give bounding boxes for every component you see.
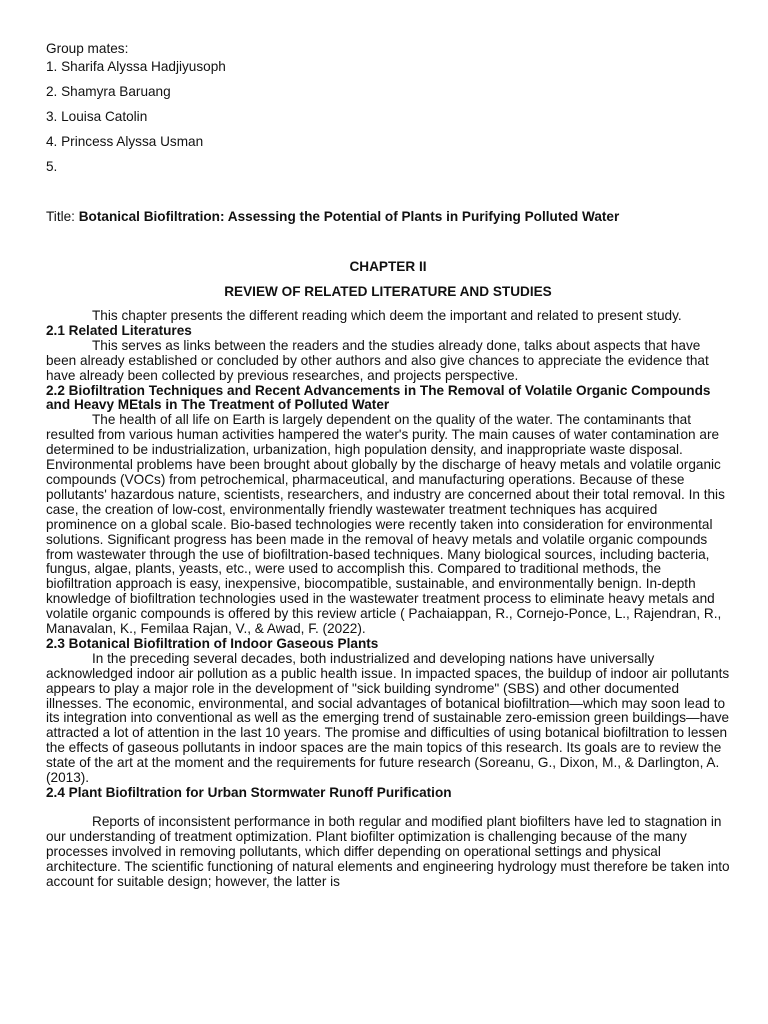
section-body-2-2: The health of all life on Earth is largely dependent on the quality of the water. The contaminants that resulted from various human activities hampered the water's purity. The main causes of water contamination are determined to be industrialization, urbanization, high population density, and inappropriate waste disposal. Environmental problems have been brought about globally by the discharge of heavy metals and volatile organic compounds (VOCs) from petrochemical, pharmaceutical, and manufacturing operations. Because of these pollutants' hazardous nature, scientists, researchers, and industry are concerned about their total removal. In this case, the creation of low-cost, environmentally friendly wastewater treatment techniques has acquired prominence on a global scale. Bio-based technologies were recently taken into consideration for environmental solutions. Significant progress has been made in the removal of heavy metals and volatile organic compounds from wastewater through the use of biofiltration-based techniques. Many biological sources, including bacteria, fungus, algae, plants, yeasts, etc., were used to accomplish this. Compared to traditional methods, the biofiltration approach is easy, inexpensive, biocompatible, sustainable, and environmentally benign. In-depth knowledge of biofiltration technologies used in the wastewater treatment process to eliminate heavy metals and volatile organic compounds is offered by this review article ( Pachaiappan, R., Cornejo-Ponce, L., Rajendran, R., Manavalan, K., Femilaa Rajan, V., & Awad, F. (2022).: [46, 412, 725, 637]
chapter-intro: This chapter presents the different reading which deem the important and related to present study.: [92, 308, 682, 323]
title-line: [46, 209, 619, 224]
document-page: [46, 0, 730, 1024]
section-body-2-3: In the preceding several decades, both industrialized and developing nations have universally acknowledged indoor air pollution as a public health issue. In impacted spaces, the buildup of indoor air pollutants appears to play a major role in the development of "sick building syndrome" (SBS) and other documented illnesses. The economic, environmental, and social advantages of botanical biofiltration—which may soon lead to its integration into conventional as well as the emerging trend of sustainable zero-emission green buildings—have attracted a lot of attention in the last 10 years. The promise and difficulties of using botanical biofiltration to lessen the effects of gaseous pollutants in indoor spaces are the main topics of this research. Its goals are to review the state of the art at the moment and the requirements for future research (Soreanu, G., Dixon, M., & Darlington, A. (2013).: [46, 650, 730, 786]
section-heading-2-3: 2.3 Botanical Biofiltration of Indoor Gaseous Plants: [46, 635, 379, 651]
document-title: Botanical Biofiltration: Assessing the Potential of Plants in Purifying Polluted Water: [78, 209, 620, 224]
group-mates-label: Group mates:: [46, 41, 129, 56]
chapter-body: [46, 309, 730, 889]
chapter-number: CHAPTER II: [349, 259, 427, 274]
group-member-2: 2. Shamyra Baruang: [46, 84, 171, 99]
section-heading-2-2: 2.2 Biofiltration Techniques and Recent Advancements in The Removal of Volatile Organic Compounds and Heavy MEtals in The Treatment of Polluted Water: [46, 382, 711, 413]
group-member-4: 4. Princess Alyssa Usman: [46, 134, 204, 149]
section-heading-2-1: 2.1 Related Literatures: [46, 322, 192, 338]
group-member-1: 1. Sharifa Alyssa Hadjiyusoph: [46, 59, 226, 74]
section-heading-2-4: 2.4 Plant Biofiltration for Urban Stormwater Runoff Purification: [46, 785, 452, 800]
section-body-2-1: This serves as links between the readers and the studies already done, talks about aspects that have been already established or concluded by other authors and also give chances to appreciate the evidence that have already been collected by previous researches, and projects perspective.: [46, 337, 709, 383]
group-member-3: 3. Louisa Catolin: [46, 109, 148, 124]
title-label: Title:: [46, 209, 79, 224]
chapter-heading: REVIEW OF RELATED LITERATURE AND STUDIES: [224, 284, 552, 299]
group-member-5: 5.: [46, 159, 58, 174]
section-body-2-4: Reports of inconsistent performance in both regular and modified plant biofilters have led to stagnation in our understanding of treatment optimization. Plant biofilter optimization is challenging because of the many processes involved in removing pollutants, which differ depending on operational settings and physical architecture. The scientific functioning of natural elements and engineering hydrology must therefore be taken into account for suitable design; however, the latter is: [46, 813, 730, 889]
